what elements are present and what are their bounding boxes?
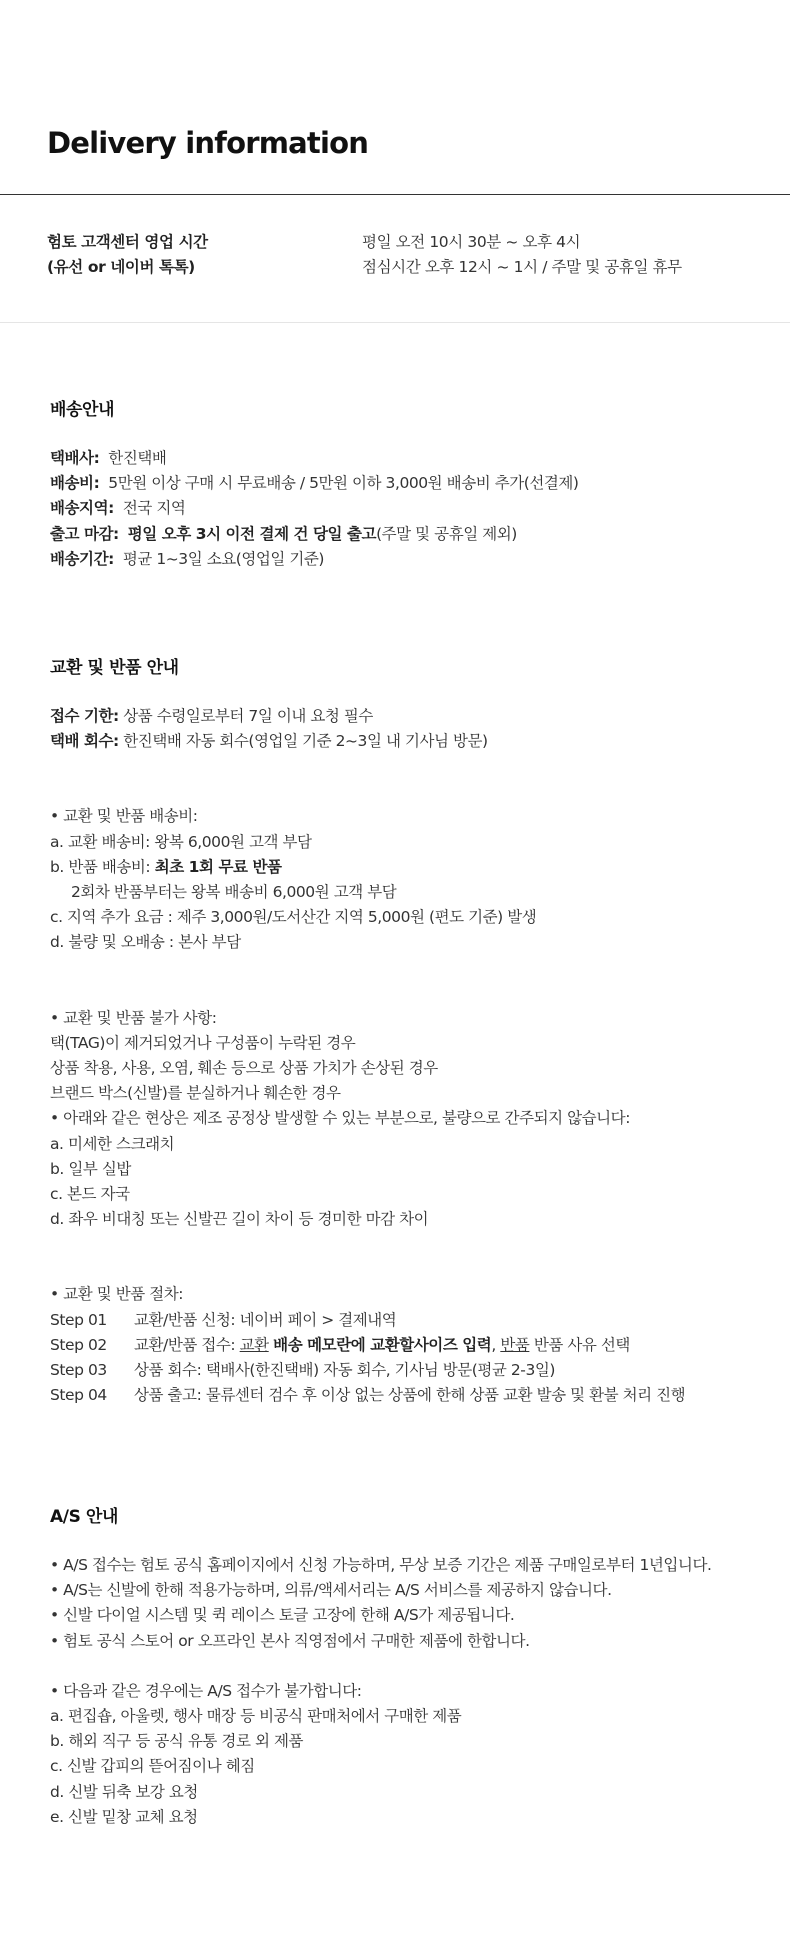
not-allowed-title: • 교환 및 반품 불가 사항:	[50, 1008, 217, 1027]
pickup-line: 택배 회수: 한진택배 자동 회수(영업일 기준 2~3일 내 기사님 방문)	[50, 732, 488, 751]
as-heading: A/S 안내	[50, 1507, 118, 1527]
as-bullet: • A/S 접수는 험토 공식 홈페이지에서 신청 가능하며, 무상 보증 기간은 제품 구매일로부터 1년입니다.	[50, 1556, 712, 1574]
courier-line: 택배사: 한진택배	[50, 449, 167, 467]
period-line: 배송기간: 평균 1~3일 소요(영업일 기준)	[50, 549, 325, 568]
business-hours-value-line: 점심시간 오후 12시 ~ 1시 / 주말 및 공휴일 휴무	[362, 258, 682, 276]
exchange-section	[50, 656, 770, 1408]
defect-fee-item: d. 불량 및 오배송 : 본사 부담	[50, 933, 241, 952]
procedure-step: Step 01 교환/반품 신청: 네이버 페이 > 결제내역	[50, 1310, 397, 1329]
not-defect-item: b. 일부 실밥	[50, 1159, 131, 1178]
as-excluded-item: a. 편집숍, 아울렛, 행사 매장 등 비공식 판매처에서 구매한 제품	[50, 1707, 462, 1726]
return-fee-sub: 2회차 반품부터는 왕복 배송비 6,000원 고객 부담	[71, 883, 397, 902]
not-allowed-item: 택(TAG)이 제거되었거나 구성품이 누락된 경우	[50, 1033, 356, 1052]
exchange-heading: 교환 및 반품 안내	[50, 658, 179, 678]
not-allowed-item: 브랜드 박스(신발)를 분실하거나 훼손한 경우	[50, 1084, 341, 1103]
not-defect-item: a. 미세한 스크래치	[50, 1134, 175, 1153]
exchange-fee-item: a. 교환 배송비: 왕복 6,000원 고객 부담	[50, 832, 312, 851]
business-hours-label-line: 험토 고객센터 영업 시간	[47, 233, 208, 251]
business-hours-label	[47, 230, 208, 280]
fee-line: 배송비: 5만원 이상 구매 시 무료배송 / 5만원 이하 3,000원 배송비 추가(선결제)	[50, 474, 579, 493]
region-fee-item: c. 지역 추가 요금 : 제주 3,000원/도서산간 지역 5,000원 (편도 기준) 발생	[50, 908, 537, 927]
procedure-step: Step 04 상품 출고: 물류센터 검수 후 이상 없는 상품에 한해 상품 교환 발송 및 환불 처리 진행	[50, 1386, 686, 1405]
hours-divider	[0, 322, 790, 323]
as-bullet: • 신발 다이얼 시스템 및 퀵 레이스 토글 고장에 한해 A/S가 제공됩니다.	[50, 1606, 515, 1625]
not-defect-item: c. 본드 자국	[50, 1185, 130, 1204]
as-bullet: • 험토 공식 스토어 or 오프라인 본사 직영점에서 구매한 제품에 한합니다.	[50, 1631, 530, 1650]
as-bullet: • A/S는 신발에 한해 적용가능하며, 의류/액세서리는 A/S 서비스를 제공하지 않습니다.	[50, 1581, 612, 1600]
deadline-line: 접수 기한: 상품 수령일로부터 7일 이내 요청 필수	[50, 707, 373, 725]
procedure-step: Step 03 상품 회수: 택배사(한진택배) 자동 회수, 기사님 방문(평균 2-3일)	[50, 1361, 555, 1380]
as-excluded-title: • 다음과 같은 경우에는 A/S 접수가 불가합니다:	[50, 1681, 362, 1700]
procedure-step: Step 02 교환/반품 접수: 교환 배송 메모란에 교환할사이즈 입력, 반품 반품 사유 선택	[50, 1335, 630, 1354]
business-hours-value-line: 평일 오전 10시 30분 ~ 오후 4시	[362, 233, 581, 251]
business-hours-value	[362, 230, 682, 280]
as-excluded-item: e. 신발 밑창 교체 요청	[50, 1807, 198, 1826]
not-defect-notice: • 아래와 같은 현상은 제조 공정상 발생할 수 있는 부분으로, 불량으로 간주되지 않습니다:	[50, 1109, 630, 1128]
as-excluded-item: d. 신발 뒤축 보강 요청	[50, 1782, 198, 1801]
page-title: Delivery information	[47, 126, 369, 160]
as-section	[50, 1505, 770, 1830]
return-fee-item: b. 반품 배송비: 최초 1회 무료 반품	[50, 857, 282, 876]
procedure-title: • 교환 및 반품 절차:	[50, 1285, 184, 1304]
as-excluded-item: c. 신발 갑피의 뜯어짐이나 헤짐	[50, 1757, 255, 1776]
shipping-heading: 배송안내	[50, 400, 115, 420]
header-divider	[0, 194, 790, 195]
area-line: 배송지역: 전국 지역	[50, 499, 186, 518]
exchange-fee-title: • 교환 및 반품 배송비:	[50, 807, 198, 826]
as-excluded-item: b. 해외 직구 등 공식 유통 경로 외 제품	[50, 1732, 304, 1751]
not-allowed-item: 상품 착용, 사용, 오염, 훼손 등으로 상품 가치가 손상된 경우	[50, 1059, 438, 1078]
cutoff-line: 출고 마감: 평일 오후 3시 이전 결제 건 당일 출고(주말 및 공휴일 제외)	[50, 524, 517, 543]
business-hours-label-line: (유선 or 네이버 톡톡)	[47, 258, 195, 276]
shipping-section	[50, 398, 770, 572]
not-defect-item: d. 좌우 비대칭 또는 신발끈 길이 차이 등 경미한 마감 차이	[50, 1210, 429, 1229]
